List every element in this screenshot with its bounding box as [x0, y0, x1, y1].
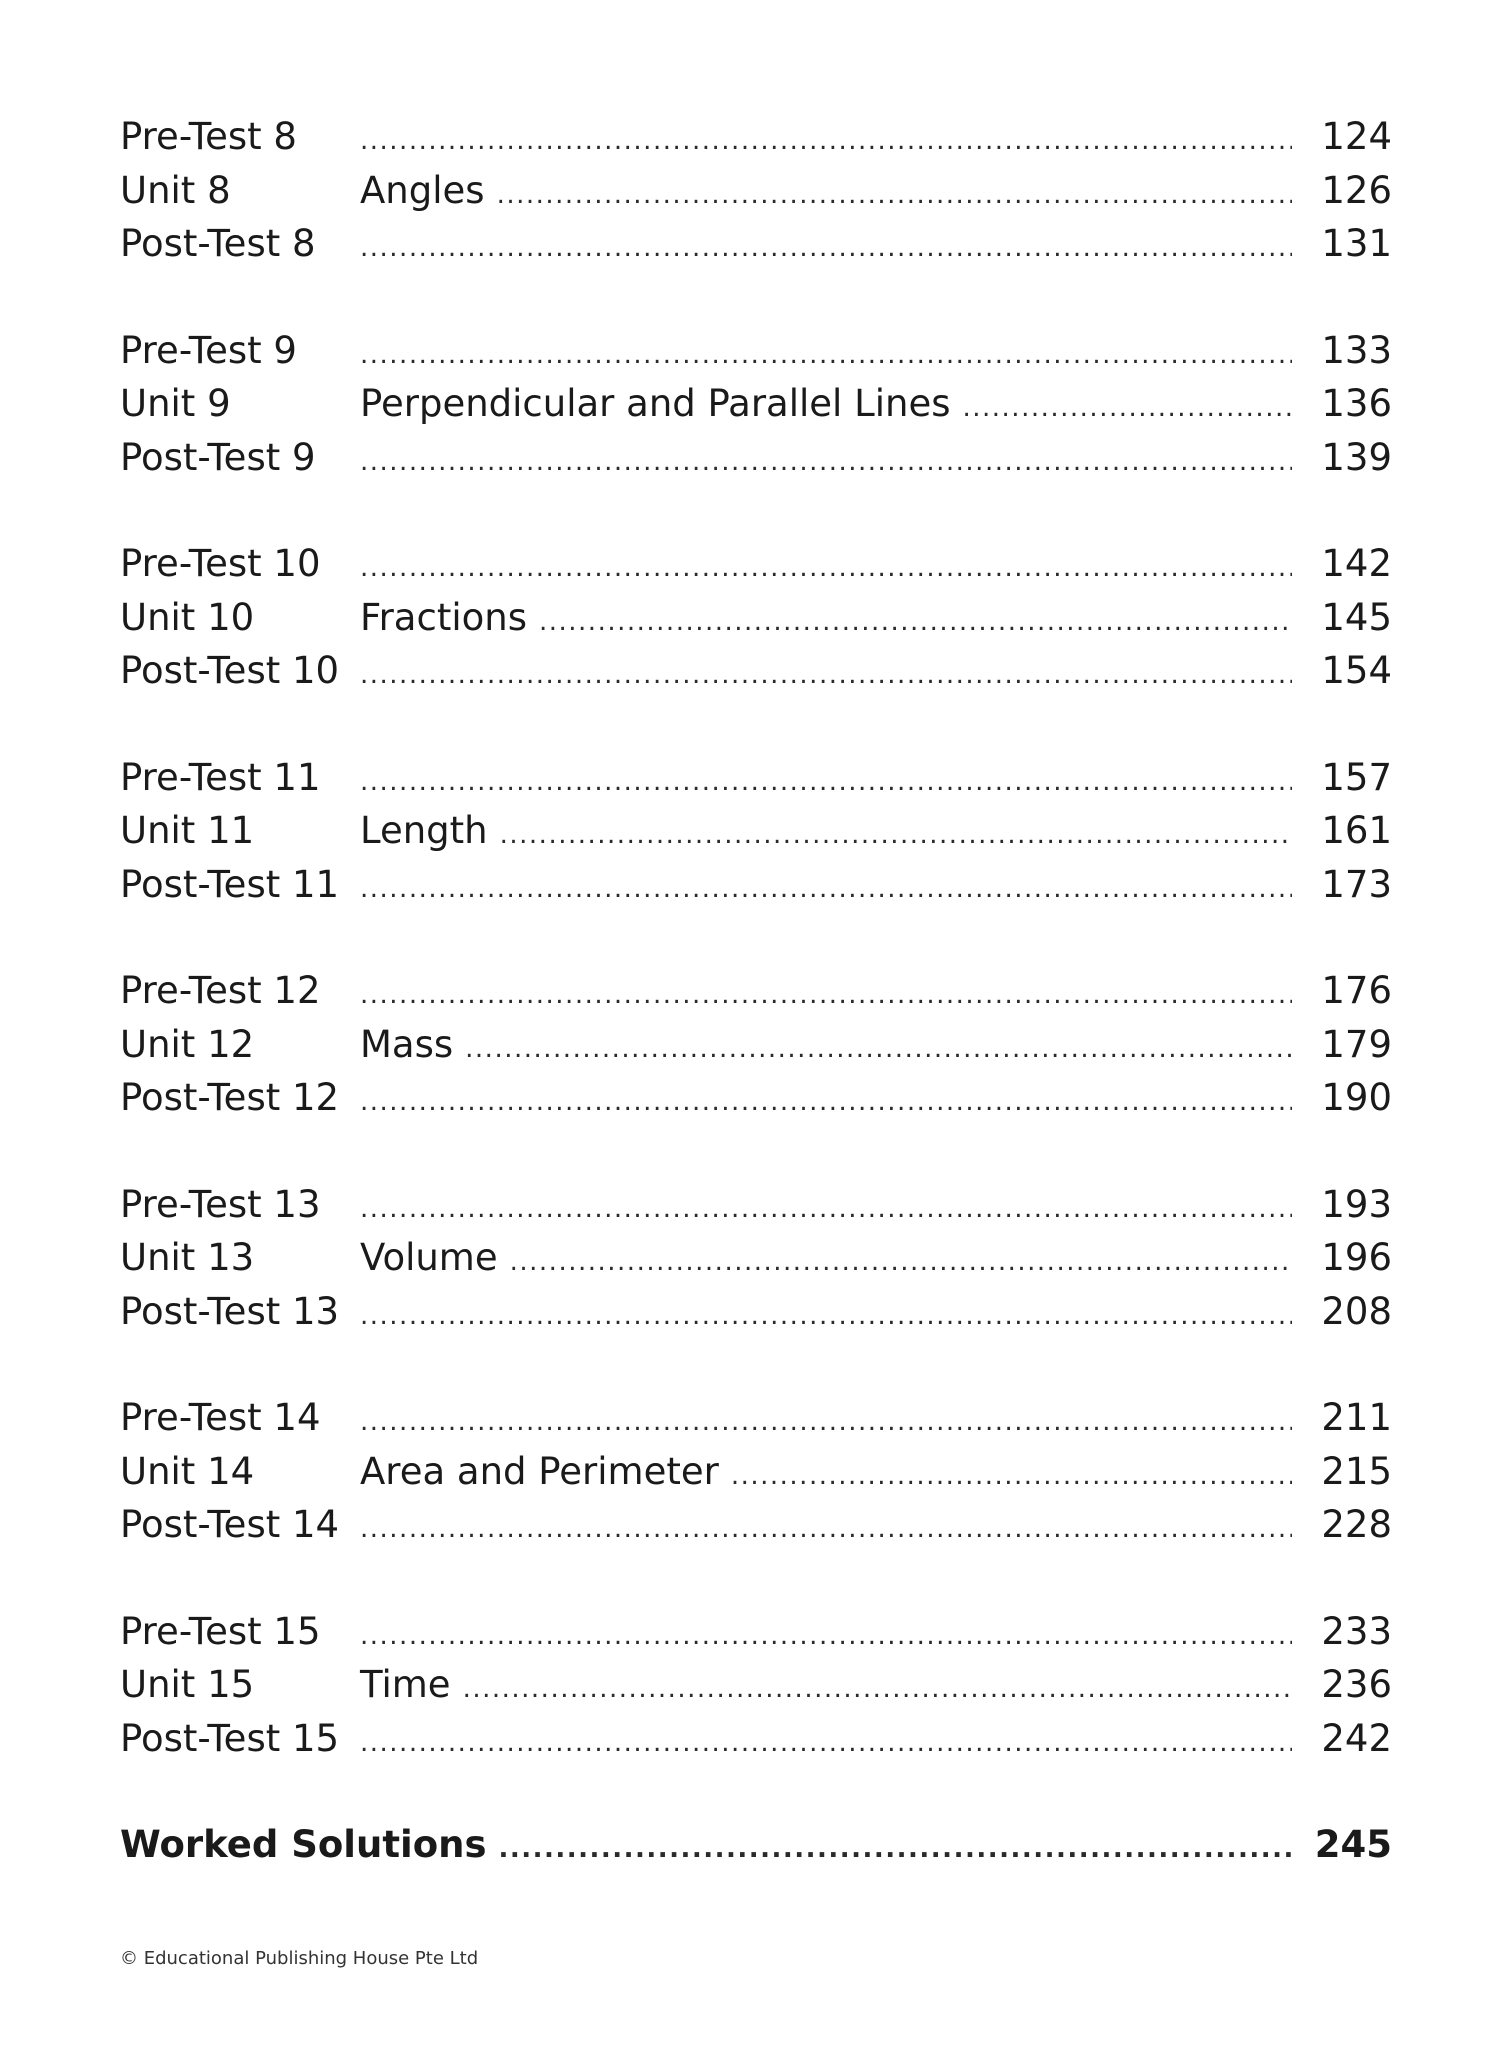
toc-entry[interactable] — [120, 431, 1392, 485]
toc-entry[interactable] — [120, 644, 1392, 698]
entry-label: Pre-Test 14 — [120, 1396, 321, 1439]
entry-label: Unit 8 — [120, 168, 231, 212]
toc-group — [120, 964, 1392, 1125]
entry-page-number: 173 — [1321, 862, 1392, 906]
entry-page-number: 133 — [1321, 328, 1392, 372]
dot-leader — [360, 1610, 1292, 1664]
toc-entry[interactable] — [120, 1658, 1392, 1712]
entry-page-number: 154 — [1321, 649, 1392, 692]
entry-title: Angles — [360, 168, 485, 212]
dot-leader — [510, 1236, 1292, 1290]
toc-entry[interactable] — [120, 537, 1392, 591]
toc-entry[interactable] — [120, 217, 1392, 271]
toc-entry[interactable] — [120, 1498, 1392, 1552]
toc-entry[interactable] — [120, 751, 1392, 805]
entry-label: Unit 10 — [120, 595, 255, 639]
entry-page-number: 208 — [1321, 1289, 1392, 1333]
table-of-contents — [120, 110, 1392, 1925]
entry-label: Pre-Test 9 — [120, 328, 297, 372]
dot-leader — [465, 1023, 1292, 1077]
entry-label: Pre-Test 11 — [120, 755, 321, 799]
entry-label: Post-Test 15 — [120, 1716, 340, 1760]
dot-leader — [360, 329, 1292, 383]
toc-entry[interactable] — [120, 164, 1392, 218]
toc-entry[interactable] — [120, 964, 1392, 1018]
entry-page-number: 215 — [1321, 1449, 1392, 1493]
entry-label: Post-Test 14 — [120, 1503, 340, 1546]
toc-group — [120, 1178, 1392, 1339]
dot-leader — [498, 1823, 1292, 1877]
toc-entry[interactable] — [120, 324, 1392, 378]
entry-label: Pre-Test 12 — [120, 969, 321, 1012]
entry-page-number: 126 — [1321, 168, 1392, 212]
toc-entry[interactable] — [120, 1285, 1392, 1339]
entry-title: Fractions — [360, 595, 527, 639]
entry-label: Unit 15 — [120, 1663, 255, 1706]
toc-entry[interactable] — [120, 110, 1392, 164]
dot-leader — [360, 1183, 1292, 1237]
toc-group — [120, 1391, 1392, 1552]
entry-label: Unit 9 — [120, 382, 231, 425]
entry-label: Unit 12 — [120, 1022, 255, 1066]
entry-label: Post-Test 9 — [120, 435, 316, 479]
entry-page-number: 190 — [1321, 1076, 1392, 1119]
entry-page-number: 124 — [1321, 115, 1392, 158]
dot-leader — [731, 1450, 1292, 1504]
dot-leader — [500, 809, 1292, 863]
entry-page-number: 161 — [1321, 809, 1392, 852]
toc-entry[interactable] — [120, 1231, 1392, 1285]
toc-entry[interactable] — [120, 1178, 1392, 1232]
entry-page-number: 131 — [1321, 222, 1392, 265]
dot-leader — [360, 756, 1292, 810]
entry-label: Pre-Test 8 — [120, 115, 297, 158]
entry-label: Post-Test 10 — [120, 649, 340, 692]
entry-label: Unit 14 — [120, 1449, 255, 1493]
dot-leader — [497, 169, 1292, 223]
entry-page-number: 228 — [1321, 1503, 1392, 1546]
dot-leader — [360, 222, 1292, 276]
entry-label: Pre-Test 15 — [120, 1609, 321, 1653]
dot-leader — [360, 863, 1292, 917]
entry-page-number: 193 — [1321, 1182, 1392, 1226]
entry-page-number: 142 — [1321, 542, 1392, 585]
dot-leader — [360, 1396, 1292, 1450]
entry-title: Perpendicular and Parallel Lines — [360, 382, 951, 425]
entry-label: Pre-Test 10 — [120, 542, 321, 585]
entry-page-number: 157 — [1321, 755, 1392, 799]
entry-label: Post-Test 13 — [120, 1289, 340, 1333]
entry-page-number: 145 — [1321, 595, 1392, 639]
dot-leader — [360, 115, 1292, 169]
dot-leader — [360, 1503, 1292, 1557]
dot-leader — [360, 1290, 1292, 1344]
dot-leader — [962, 382, 1292, 436]
entry-page-number: 211 — [1321, 1396, 1392, 1439]
toc-entry[interactable] — [120, 591, 1392, 645]
entry-title: Length — [360, 809, 488, 852]
dot-leader — [360, 542, 1292, 596]
toc-entry[interactable] — [120, 1605, 1392, 1659]
entry-page-number: 236 — [1321, 1663, 1392, 1706]
entry-page-number: 179 — [1321, 1022, 1392, 1066]
toc-entry[interactable] — [120, 1712, 1392, 1766]
entry-page-number: 136 — [1321, 382, 1392, 425]
dot-leader — [360, 1717, 1292, 1771]
entry-label: Pre-Test 13 — [120, 1182, 321, 1226]
entry-label: Post-Test 11 — [120, 862, 340, 906]
entry-page-number: 139 — [1321, 435, 1392, 479]
entry-label: Post-Test 12 — [120, 1076, 340, 1119]
entry-label: Unit 11 — [120, 809, 255, 852]
dot-leader — [360, 649, 1292, 703]
dot-leader — [463, 1663, 1292, 1717]
entry-label: Worked Solutions — [120, 1823, 487, 1866]
dot-leader — [360, 969, 1292, 1023]
entry-title: Time — [360, 1663, 451, 1706]
toc-entry[interactable] — [120, 377, 1392, 431]
entry-page-number: 245 — [1314, 1823, 1392, 1866]
toc-group-worked-solutions — [120, 1818, 1392, 1872]
entry-title: Volume — [360, 1236, 498, 1279]
dot-leader — [360, 1076, 1292, 1130]
entry-page-number: 176 — [1321, 969, 1392, 1012]
entry-page-number: 196 — [1321, 1236, 1392, 1279]
toc-entry[interactable] — [120, 804, 1392, 858]
entry-title: Area and Perimeter — [360, 1449, 719, 1493]
toc-entry-worked-solutions[interactable] — [120, 1818, 1392, 1872]
dot-leader — [360, 436, 1292, 490]
toc-entry[interactable] — [120, 1391, 1392, 1445]
entry-label: Post-Test 8 — [120, 222, 316, 265]
toc-group — [120, 110, 1392, 271]
toc-entry[interactable] — [120, 1445, 1392, 1499]
entry-title: Mass — [360, 1022, 454, 1066]
copyright-footer: © Educational Publishing House Pte Ltd — [120, 1948, 479, 1969]
toc-group — [120, 537, 1392, 698]
entry-page-number: 242 — [1321, 1716, 1392, 1760]
toc-entry[interactable] — [120, 1071, 1392, 1125]
toc-group — [120, 324, 1392, 485]
toc-entry[interactable] — [120, 1018, 1392, 1072]
toc-group — [120, 751, 1392, 912]
toc-entry[interactable] — [120, 858, 1392, 912]
entry-page-number: 233 — [1321, 1609, 1392, 1653]
entry-label: Unit 13 — [120, 1236, 255, 1279]
dot-leader — [539, 596, 1292, 650]
toc-group — [120, 1605, 1392, 1766]
